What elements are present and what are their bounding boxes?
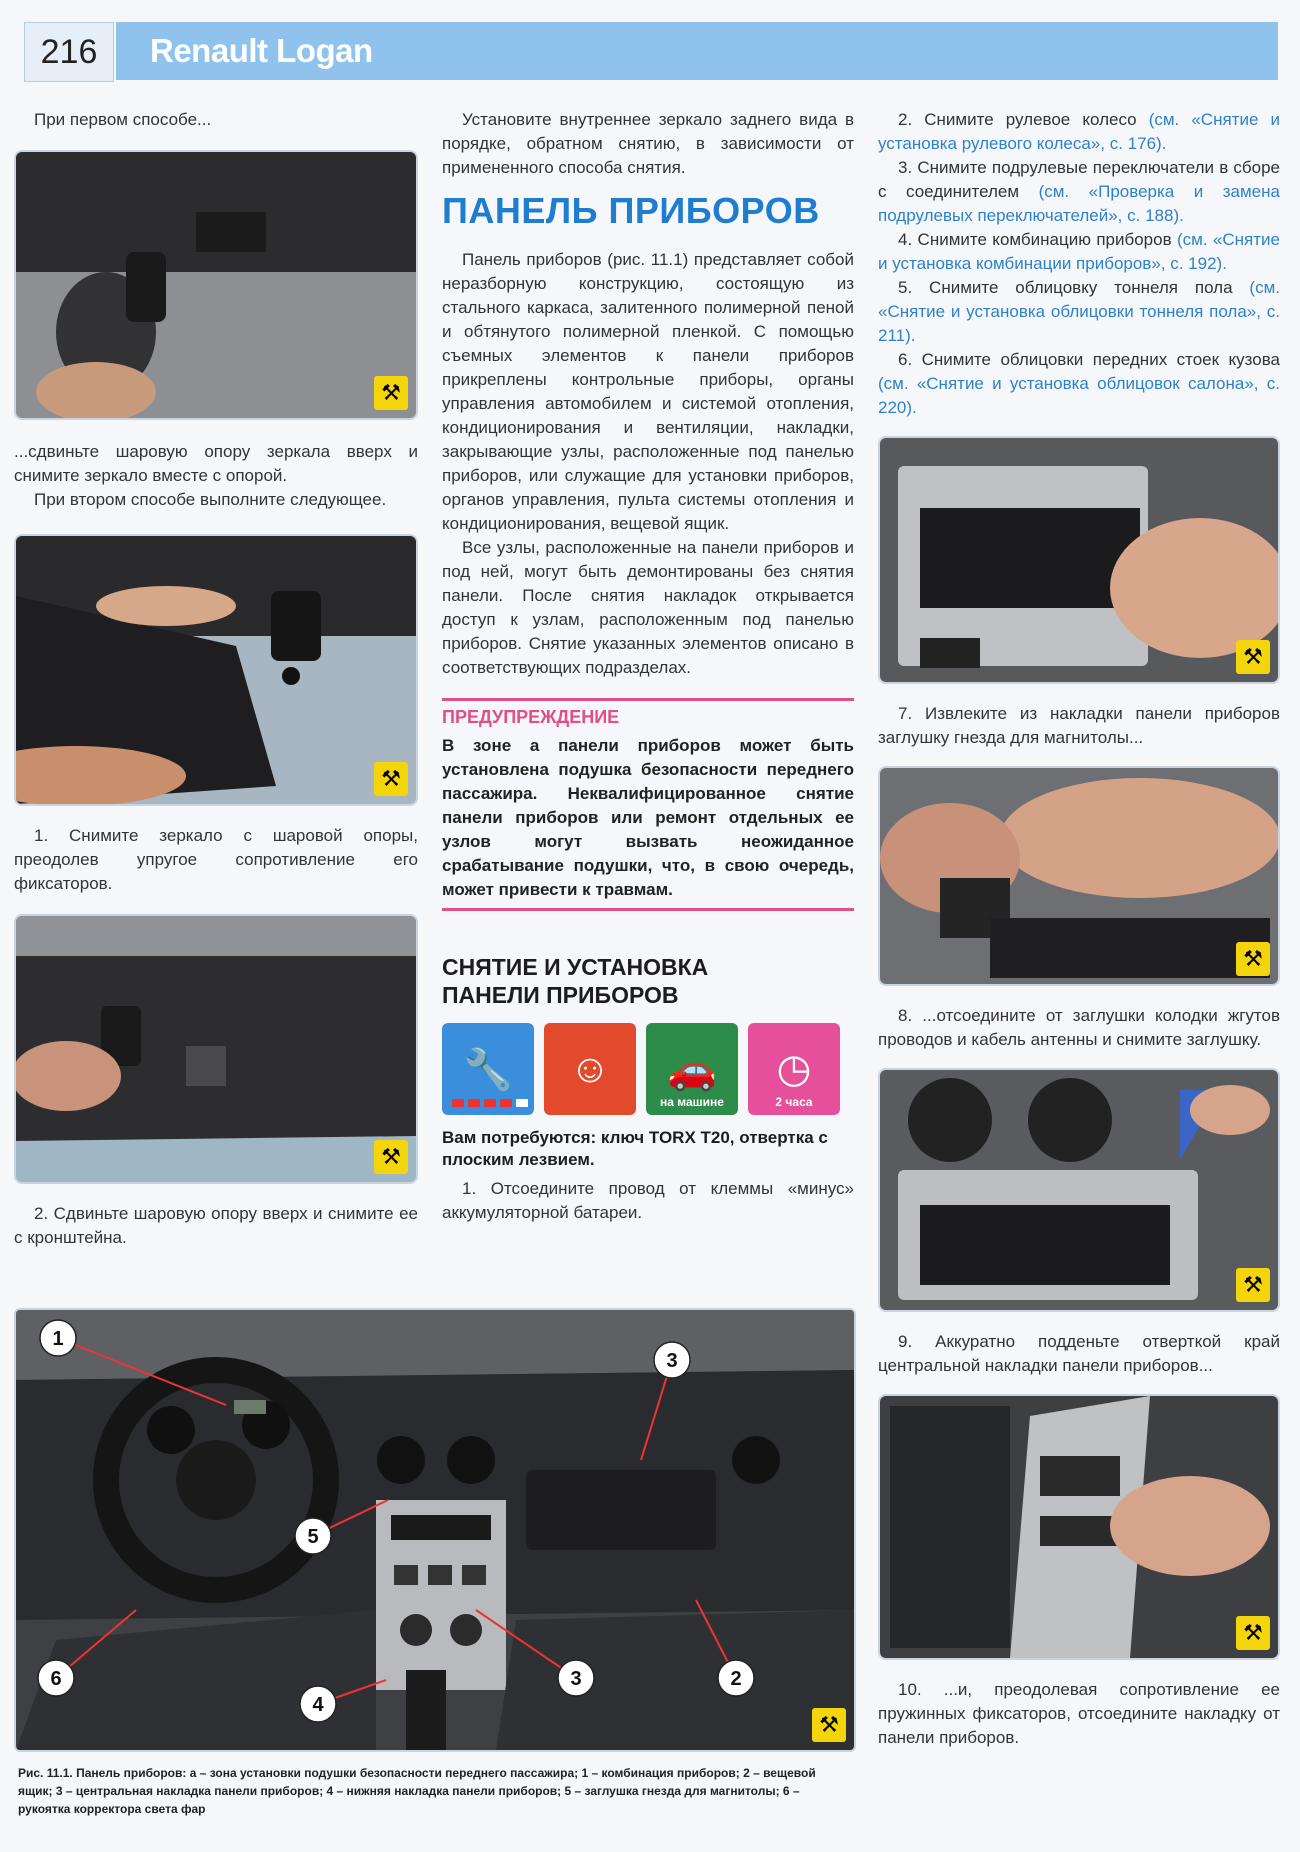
step-5-tunnel (878, 276, 1280, 348)
column-middle (442, 108, 854, 1225)
install-text: Установите внутреннее зеркало заднего вида в порядке, обратном снятию, в зависимости от примененного способа снятия. (442, 110, 854, 177)
step-6-link[interactable]: (см. «Снятие и установка облицовок салона», с. 220). (878, 374, 1280, 417)
step-3-switches (878, 156, 1280, 228)
wrench-icon: 🔧 (442, 1023, 534, 1115)
step-2-text: 2. Сдвиньте шаровую опору вверх и снимите ее с кронштейна. (14, 1204, 418, 1247)
page-number: 216 (24, 22, 114, 82)
photo-central-trim (878, 1068, 1280, 1312)
step-10-text: 10. ...и, преодолевая сопротивление ее пружинных фиксаторов, отсоедините накладку от панели приборов. (878, 1680, 1280, 1747)
step-5-text: 5. Снимите облицовку тоннеля пола (898, 278, 1250, 297)
step-2-remove-wheel (878, 108, 1280, 156)
step-5-link[interactable]: (см. «Снятие и установка облицовки тоннеля пола», с. 211). (878, 278, 1280, 345)
clock-icon-label: 2 часа (775, 1095, 813, 1109)
car-icon-label: на машине (660, 1095, 724, 1109)
warning-text: В зоне а панели приборов может быть установлена подушка безопасности переднего пассажира. Неквалифицированное снятие панели приборов или ремонт отдельных ее узлов могут вызвать неожиданное срабатывание подушки, что, в свою очередь, может привести к травмам. (442, 736, 854, 899)
photo-mirror-3 (14, 914, 418, 1184)
tool-badge-icon: ⚒ (374, 762, 408, 796)
step-3-link[interactable]: (см. «Проверка и замена подрулевых переключателей», с. 188). (878, 182, 1280, 225)
panel-description: Панель приборов (рис. 11.1) представляет собой неразборную конструкцию, состоящую из стального каркаса, залитенного полимерной пеной и обтянутого полимерной пленкой. С помощью съемных элементов к панели приборов прикреплены контрольные приборы, органы управления автомобилем и системой отопления, кондиционирования и вентиляции, накладки, закрывающие узлы, расположенные под панелью приборов, или служащие для установки приборов, органов управления, пульта системы отопления и кондиционирования, вещевой ящик. (442, 250, 854, 533)
figure-dashboard (14, 1308, 856, 1752)
difficulty-icons (442, 1023, 854, 1115)
step-6-pillars (878, 348, 1280, 420)
tool-badge-icon: ⚒ (812, 1708, 846, 1742)
required-tools: Вам потребуются: ключ TORX T20, отвертка с плоским лезвием. (442, 1128, 828, 1169)
figure-caption: Рис. 11.1. Панель приборов: а – зона установки подушки безопасности переднего пассажира; 1 – комбинация приборов; 2 – вещевой ящик; 3 – центральная накладка панели приборов; 4 – нижняя накладка панели приборов; 5 – заглушка гнезда для магнитолы; 6 – рукоятка корректора света фар (18, 1766, 816, 1816)
page-header (24, 22, 1278, 80)
photo-mirror-1 (14, 150, 418, 420)
clock-icon: ◷ 2 часа (748, 1023, 840, 1115)
section-title: ПАНЕЛЬ ПРИБОРОВ (442, 190, 820, 231)
figure-label-5: 5 (307, 1526, 319, 1548)
warning-box (442, 698, 854, 911)
photo-plug-connectors (878, 766, 1280, 986)
step-1-text: 1. Снимите зеркало с шаровой опоры, преодолев упругое сопротивление его фиксаторов. (14, 826, 418, 893)
step-3-text: 3. Снимите подрулевые переключатели в сборе с соединителем (878, 158, 1280, 201)
photo-trim-removed (878, 1394, 1280, 1660)
step-8-text: 8. ...отсоедините от заглушки колодки жгутов проводов и кабель антенны и снимите заглушку. (878, 1006, 1280, 1049)
tool-badge-icon: ⚒ (1236, 640, 1270, 674)
book-title: Renault Logan (150, 32, 373, 69)
column-left (14, 108, 418, 1250)
step-4-cluster (878, 228, 1280, 276)
header-bar (116, 22, 1278, 80)
subsection-title-line1: СНЯТИЕ И УСТАНОВКА (442, 954, 709, 980)
tool-badge-icon: ⚒ (1236, 1616, 1270, 1650)
subsection-title-line2: ПАНЕЛИ ПРИБОРОВ (442, 982, 679, 1008)
step-2-link[interactable]: (см. «Снятие и установка рулевого колеса», с. 176). (878, 110, 1280, 153)
warning-title: ПРЕДУПРЕЖДЕНИЕ (442, 707, 620, 727)
person-icon: ☺ (544, 1023, 636, 1115)
step-text-second-method: При втором способе выполните следующее. (34, 490, 387, 509)
figure-label-3b: 3 (570, 1668, 582, 1690)
tool-badge-icon: ⚒ (1236, 1268, 1270, 1302)
tool-badge-icon: ⚒ (374, 1140, 408, 1174)
figure-label-3a: 3 (666, 1350, 678, 1372)
step-9-text: 9. Аккуратно подденьте отверткой край центральной накладки панели приборов... (878, 1332, 1280, 1375)
car-icon: 🚗 на машине (646, 1023, 738, 1115)
step-1-disconnect-battery: 1. Отсоедините провод от клеммы «минус» аккумуляторной батареи. (442, 1179, 854, 1222)
step-text-shift-mirror: ...сдвиньте шаровую опору зеркала вверх и снимите зеркало вместе с опорой. (14, 442, 418, 485)
figure-label-6: 6 (50, 1668, 62, 1690)
photo-radio-plug (878, 436, 1280, 684)
step-7-text: 7. Извлеките из накладки панели приборов заглушку гнезда для магнитолы... (878, 704, 1280, 747)
figure-label-2: 2 (730, 1668, 742, 1690)
figure-label-1: 1 (52, 1328, 64, 1350)
figure-label-4: 4 (312, 1694, 324, 1716)
subsection-title (442, 953, 854, 1009)
panel-removal-note: Все узлы, расположенные на панели приборов и под ней, могут быть демонтированы без снятия панели. После снятия накладок открывается доступ к узлам, расположенным под панелью приборов. Снятие указанных элементов описано в соответствующих подразделах. (442, 538, 854, 677)
column-right (878, 108, 1280, 1750)
photo-mirror-2 (14, 534, 418, 806)
step-2-text: 2. Снимите рулевое колесо (898, 110, 1149, 129)
intro-text: При первом способе... (34, 110, 212, 129)
step-4-text: 4. Снимите комбинацию приборов (898, 230, 1177, 249)
step-4-link[interactable]: (см. «Снятие и установка комбинации приборов», с. 192). (878, 230, 1280, 273)
tool-badge-icon: ⚒ (1236, 942, 1270, 976)
step-6-text: 6. Снимите облицовки передних стоек кузова (898, 350, 1280, 369)
tool-badge-icon: ⚒ (374, 376, 408, 410)
